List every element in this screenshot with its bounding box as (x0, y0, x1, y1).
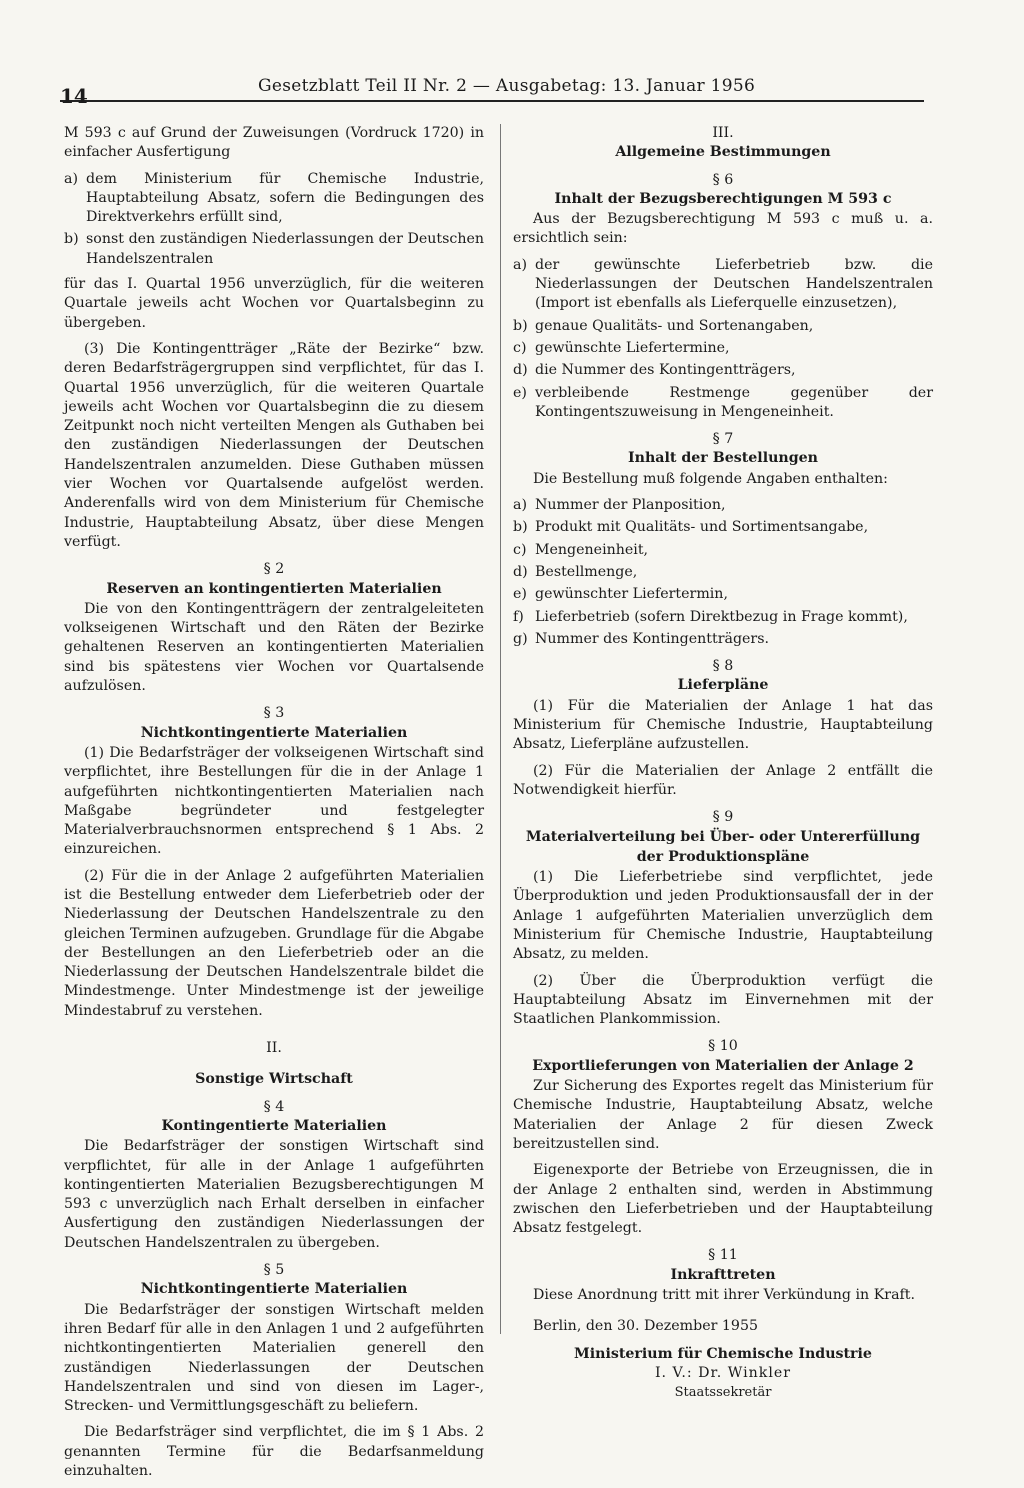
list-item: d) Bestellmenge, (513, 563, 638, 580)
section-text: Eigenexporte der Betriebe von Erzeugnissen, die in der Anlage 2 enthalten sind, werden in Abstimmung zwischen den Lieferbetrieben und der Hauptabteilung Absatz festgelegt. (513, 1162, 933, 1237)
section-number: § 3 (263, 705, 285, 722)
section-text: Die Bedarfsträger sind verpflichtet, die im § 1 Abs. 2 genannten Termine für die Bedarfsanmeldung einzuhalten. (64, 1424, 484, 1479)
section-intro: Aus der Bezugsberechtigung M 593 c muß u. a. ersichtlich sein: (513, 211, 933, 247)
section-heading: Nichtkontingentierte Materialien (140, 724, 408, 741)
section-text: (2) Für die Materialien der Anlage 2 entfällt die Notwendigkeit hierfür. (513, 762, 933, 798)
section-text: Diese Anordnung tritt mit ihrer Verkündung in Kraft. (533, 1287, 915, 1304)
list-item: a) der gewünschte Lieferbetrieb bzw. die Niederlassungen der Deutschen Handelszentralen (Import ist ebenfalls als Lieferquelle einzusetzen), (513, 256, 933, 312)
section-text: Zur Sicherung des Exportes regelt das Ministerium für Chemische Industrie, Hauptabteilung Absatz, welche Materialien der Anlage 2 für diesen Zweck bereitzustellen sind. (513, 1078, 933, 1152)
paragraph-3: (3) Die Kontingentträger „Räte der Bezirke“ bzw. deren Bedarfsträgergruppen sind verpflichtet, für das I. Quartal 1956 unverzüglich, für die weiteren Quartale jeweils acht Wochen vor Quartalsbeginn die zu diesem Zeitpunkt noch nicht verteilten Mengen als Guthaben bei den zuständigen Niederlassungen der Deutschen Handelszentralen anzumelden. Diese Guthaben müssen vier Wochen vor Quartalsende aufgelöst werden. Anderenfalls wird von dem Ministerium für Chemische Industrie, Hauptabteilung Absatz, über diese Mengen verfügt. (64, 340, 484, 550)
left-column (64, 124, 484, 1488)
list-item: f) Lieferbetrieb (sofern Direktbezug in Frage kommt), (513, 608, 908, 625)
section-text: (1) Die Bedarfsträger der volkseigenen Wirtschaft sind verpflichtet, ihre Bestellungen für die in der Anlage 1 aufgeführten nichtkontingentierten Materialien nach Maßgabe begründeter und festgelegter Materialverbrauchsnormen entsprechend § 1 Abs. 2 einzureichen. (64, 744, 484, 858)
signature-ministry: Ministerium für Chemische Industrie (574, 1345, 872, 1362)
section-number: § 7 (712, 431, 734, 448)
list-item: d) die Nummer des Kontingentträgers, (513, 362, 796, 379)
section-number: § 8 (712, 658, 734, 675)
section-number: § 4 (263, 1098, 285, 1115)
section-heading: Kontingentierte Materialien (161, 1117, 387, 1134)
list-item: a) Nummer der Planposition, (513, 497, 726, 514)
section-text: (2) Über die Überproduktion verfügt die Hauptabteilung Absatz im Einvernehmen mit der Staatlichen Plankommission. (513, 972, 933, 1028)
section-text: (1) Für die Materialien der Anlage 1 hat das Ministerium für Chemische Industrie, Hauptabteilung Absatz, Lieferpläne aufzustellen. (513, 697, 933, 753)
list-item: b) Produkt mit Qualitäts- und Sortimentsangabe, (513, 519, 869, 536)
section-number: § 6 (712, 171, 734, 188)
section-list (513, 496, 933, 649)
section-heading: Materialverteilung bei Über- oder Untererfüllung (525, 828, 921, 845)
continuation-tail: für das I. Quartal 1956 unverzüglich, für die weiteren Quartale jeweils acht Wochen vor Quartalsbeginn zu übergeben. (64, 276, 484, 331)
section-number: § 10 (708, 1038, 738, 1055)
section-text: (1) Die Lieferbetriebe sind verpflichtet, jede Überproduktion und jeden Produktionsausfall der in der Anlage 1 aufgeführten Materialien unverzüglich dem Ministerium für Chemische Industrie, Hauptabteilung Absatz, zu melden. (513, 869, 933, 963)
right-column (513, 124, 933, 1403)
section-number: § 2 (263, 561, 285, 578)
list-item: b) genaue Qualitäts- und Sortenangaben, (513, 317, 814, 334)
section-text: Die Bedarfsträger der sonstigen Wirtschaft sind verpflichtet, für alle in der Anlage 1 aufgeführten kontingentierten Materialien Bezugsberechtigungen M 593 c unverzüglich nach Erhalt derselben in einfacher Ausfertigung den zuständigen Niederlassungen der Deutschen Handelszentralen zu übergeben. (64, 1138, 484, 1251)
list-item: a) dem Ministerium für Chemische Industrie, Hauptabteilung Absatz, sofern die Bedingungen des Direktverkehrs erfüllt sind, (64, 170, 484, 226)
running-title: Gesetzblatt Teil II Nr. 2 — Ausgabetag: 13. Januar 1956 (258, 76, 756, 96)
section-heading: Nichtkontingentierte Materialien (140, 1281, 408, 1298)
page-header (60, 76, 924, 108)
list-item: c) Mengeneinheit, (513, 541, 649, 558)
section-heading: Reserven an kontingentierten Materialien (106, 580, 442, 597)
continuation-intro: M 593 c auf Grund der Zuweisungen (Vordruck 1720) in einfacher Ausfertigung (64, 125, 484, 161)
section-heading: Inkrafttreten (670, 1266, 776, 1283)
section-number: § 9 (712, 809, 734, 826)
section-heading: Exportlieferungen von Materialien der Anlage 2 (532, 1057, 914, 1074)
section-text: (2) Für die in der Anlage 2 aufgeführten Materialien ist die Bestellung entweder dem Lieferbetrieb oder der Niederlassung der Deutschen Handelszentrale zu den gleichen Terminen aufzugeben. Grundlage für die Abgabe der Bestellungen an den Lieferbetrieb oder an die Niederlassung der Deutschen Handelszentrale bildet die Mindestmenge. Unter Mindestmenge ist der jeweilige Mindestabruf zu verstehen. (64, 867, 484, 1019)
signing-date: Berlin, den 30. Dezember 1955 (533, 1318, 759, 1335)
section-heading: Inhalt der Bezugsberechtigungen M 593 c (554, 190, 892, 207)
section-heading-line2: der Produktionspläne (636, 848, 810, 865)
part-heading: Allgemeine Bestimmungen (615, 144, 831, 161)
signature-name: I. V.: Dr. Winkler (654, 1364, 792, 1381)
section-intro: Die Bestellung muß folgende Angaben enthalten: (533, 470, 888, 487)
section-heading: Lieferpläne (677, 677, 769, 694)
list-item: g) Nummer des Kontingentträgers. (513, 630, 769, 647)
list-item: e) verbleibende Restmenge gegenüber der Kontingentszuweisung in Mengeneinheit. (513, 384, 933, 420)
part-number: II. (266, 1040, 282, 1057)
section-text: Die von den Kontingentträgern der zentralgeleiteten volkseigenen Wirtschaft und den Räten der Bezirke gehaltenen Reserven an kontingentierten Materialien sind bis spätestens vier Wochen vor Quartalsende aufzulösen. (64, 600, 484, 695)
list-item: e) gewünschter Liefertermin, (513, 586, 728, 603)
signature-role: Staatssekretär (674, 1385, 772, 1401)
part-number: III. (712, 125, 734, 141)
section-list (513, 256, 933, 422)
column-divider (500, 124, 501, 1334)
part-heading: Sonstige Wirtschaft (195, 1071, 353, 1088)
list-item: b) sonst den zuständigen Niederlassungen der Deutschen Handelszentralen (64, 231, 484, 267)
section-heading: Inhalt der Bestellungen (628, 450, 818, 467)
section-number: § 11 (708, 1247, 738, 1264)
section-text: Die Bedarfsträger der sonstigen Wirtschaft melden ihren Bedarf für alle in den Anlagen 1 und 2 aufgeführten nichtkontingentierten Materialien generell den zuständigen Niederlassungen der Deutschen Handelszentralen und sind von diesen im Lager-, Strecken- und Vermittlungsgeschäft zu beliefern. (64, 1301, 484, 1415)
section-number: § 5 (263, 1262, 285, 1279)
list-item: c) gewünschte Liefertermine, (513, 339, 730, 356)
page-number: 14 (60, 84, 88, 108)
continuation-list (64, 170, 484, 269)
